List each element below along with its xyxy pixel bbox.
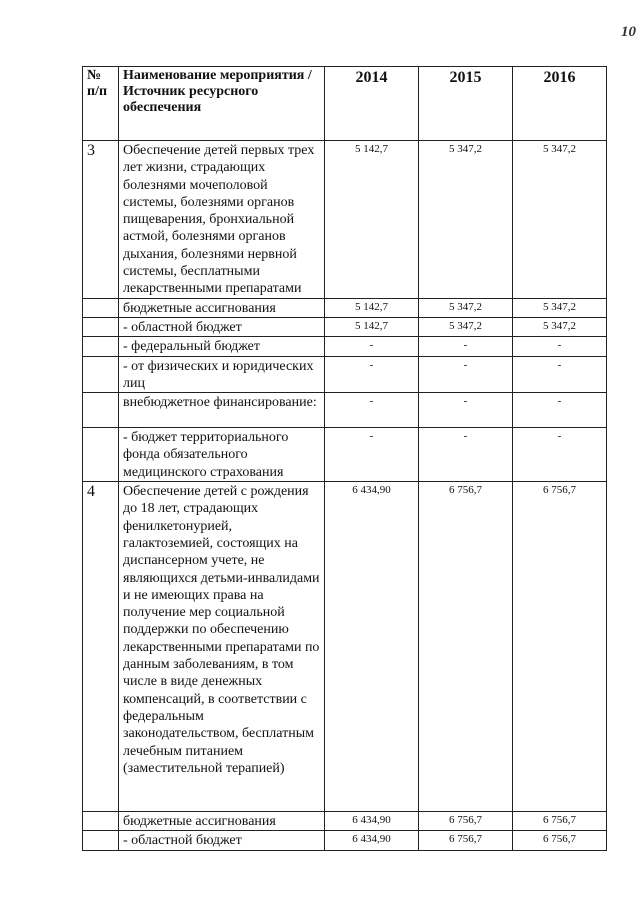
row-name: - бюджет территориального фонда обязательного медицинского страхования [119, 428, 325, 482]
budget-table [82, 66, 607, 851]
table-row [83, 356, 607, 393]
table-row [83, 141, 607, 299]
row-name: - федеральный бюджет [119, 337, 325, 356]
row-name: бюджетные ассигнования [119, 298, 325, 317]
value-2014: - [325, 393, 419, 428]
header-year-2016: 2016 [513, 67, 607, 141]
row-name: - областной бюджет [119, 831, 325, 850]
row-num: 3 [83, 141, 119, 299]
row-name: бюджетные ассигнования [119, 812, 325, 831]
value-2016: 5 347,2 [513, 298, 607, 317]
value-2014: - [325, 337, 419, 356]
table-header-row [83, 67, 607, 141]
value-2014: 6 434,90 [325, 812, 419, 831]
value-2015: 5 347,2 [419, 141, 513, 299]
value-2014: - [325, 428, 419, 482]
row-num [83, 428, 119, 482]
row-name: внебюджетное финансирование: [119, 393, 325, 428]
value-2014: - [325, 356, 419, 393]
value-2015: 6 756,7 [419, 812, 513, 831]
value-2016: - [513, 337, 607, 356]
row-num [83, 393, 119, 428]
table-row [83, 393, 607, 428]
value-2015: - [419, 428, 513, 482]
value-2016: - [513, 428, 607, 482]
row-num [83, 831, 119, 850]
row-num [83, 812, 119, 831]
row-name: Обеспечение детей первых трех лет жизни, страдающих болезнями мочеполовой системы, болезнями органов пищеварения, бронхиальной астмой, болезнями органов дыхания, болезнями нервной системы, бесплатными лекарственными препаратами [119, 141, 325, 299]
value-2015: - [419, 393, 513, 428]
row-num [83, 356, 119, 393]
value-2015: 6 756,7 [419, 482, 513, 812]
value-2014: 6 434,90 [325, 482, 419, 812]
value-2015: 5 347,2 [419, 317, 513, 336]
table-row [83, 831, 607, 850]
value-2014: 6 434,90 [325, 831, 419, 850]
row-num [83, 298, 119, 317]
table-row [83, 298, 607, 317]
table-row [83, 482, 607, 812]
row-num [83, 317, 119, 336]
value-2014: 5 142,7 [325, 141, 419, 299]
row-name: Обеспечение детей с рождения до 18 лет, страдающих фенилкетонурией, галактоземией, состоящих на диспансерном учете, не являющихся детьми-инвалидами и не имеющих права на получение мер социальной поддержки по обеспечению лекарственными препаратами по данным заболеваниям, в том числе в виде денежных компенсаций, в соответствии с федеральным законодательством, бесплатным лечебным питанием (заместительной терапией) [119, 482, 325, 812]
value-2016: 6 756,7 [513, 812, 607, 831]
value-2016: 5 347,2 [513, 141, 607, 299]
page-number: 10 [621, 24, 636, 40]
value-2015: - [419, 356, 513, 393]
header-name: Наименование мероприятия / Источник ресурсного обеспечения [119, 67, 325, 141]
value-2014: 5 142,7 [325, 317, 419, 336]
row-num: 4 [83, 482, 119, 812]
row-num [83, 337, 119, 356]
value-2016: - [513, 393, 607, 428]
value-2015: 6 756,7 [419, 831, 513, 850]
table-row [83, 812, 607, 831]
row-name: - от физических и юридических лиц [119, 356, 325, 393]
header-year-2015: 2015 [419, 67, 513, 141]
row-name: - областной бюджет [119, 317, 325, 336]
value-2016: 6 756,7 [513, 482, 607, 812]
value-2016: 5 347,2 [513, 317, 607, 336]
table-row [83, 317, 607, 336]
table-row [83, 428, 607, 482]
header-num: № п/п [83, 67, 119, 141]
value-2014: 5 142,7 [325, 298, 419, 317]
header-year-2014: 2014 [325, 67, 419, 141]
value-2016: 6 756,7 [513, 831, 607, 850]
table-row [83, 337, 607, 356]
value-2015: - [419, 337, 513, 356]
value-2016: - [513, 356, 607, 393]
value-2015: 5 347,2 [419, 298, 513, 317]
